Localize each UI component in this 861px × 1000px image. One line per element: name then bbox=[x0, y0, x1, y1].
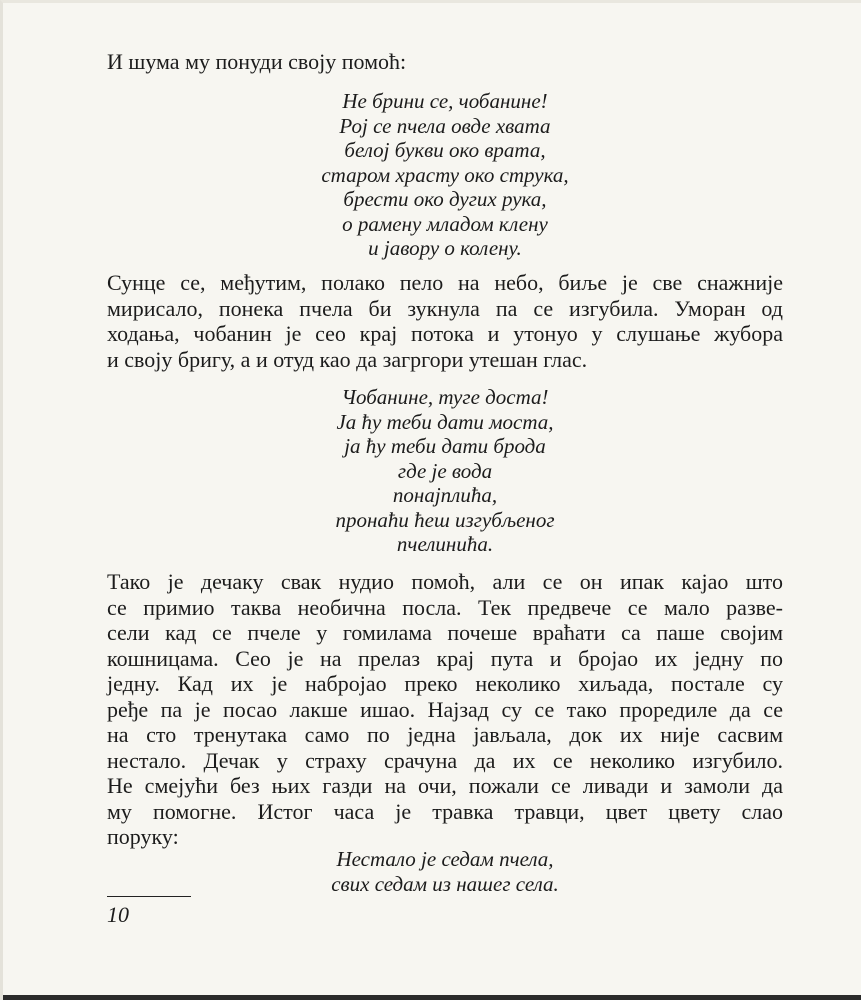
verse-line: понајплића, bbox=[392, 483, 498, 507]
paragraph-line: Не смејући без њих газди на очи, пожали се ливади и замоли да bbox=[107, 773, 783, 798]
verse-line: пчелинића. bbox=[396, 532, 494, 556]
paragraph-line: сели кад се пчеле у гомилама почеше враћати са паше својим bbox=[107, 620, 783, 645]
verse-line: Нестало је седам пчела, bbox=[336, 847, 554, 871]
intro-line bbox=[107, 49, 783, 75]
verse-stream bbox=[107, 385, 783, 557]
paragraph-line: Тако је дечаку свак нудио помоћ, али се он ипак кајао што bbox=[107, 569, 783, 594]
verse-line: ја ћу теби дати брода bbox=[344, 434, 546, 458]
paragraph-line: Сунце се, међутим, полако пело на небо, биље је све снажније bbox=[107, 270, 783, 295]
page-number: 10 bbox=[107, 902, 129, 927]
verse-line: Ја ћу теби дати моста, bbox=[336, 409, 554, 434]
paragraph-line: ходања, чобанин је сео крај потока и утонуо у слушање жубора bbox=[107, 321, 783, 346]
verse-line: пронаћи ћеш изгубљеног bbox=[335, 507, 555, 532]
paragraph-line: кошницама. Сео је на прелаз крај пута и бројао их једну по bbox=[107, 645, 783, 671]
intro-text: И шума му понуди своју помоћ: bbox=[107, 49, 407, 74]
paragraph-sun bbox=[107, 270, 783, 372]
verse-line: белој букви око врата, bbox=[344, 138, 546, 162]
paragraph-line: једну. Кад их је набројао преко неколико хиљада, постале су bbox=[107, 671, 783, 696]
verse-forest bbox=[107, 89, 783, 261]
verse-line: Не брини се, чобанине! bbox=[342, 89, 548, 113]
paragraph-line: ређе па је посао лакше ишао. Најзад су се тако проредиле да се bbox=[107, 696, 783, 722]
paragraph-line: се примио таква необична посла. Тек предвече се мало разве- bbox=[107, 594, 783, 620]
page-bottom-edge bbox=[3, 995, 861, 1000]
verse-line: Чобанине, туге доста! bbox=[341, 385, 549, 409]
footer-rule bbox=[107, 896, 191, 897]
verse-meadow bbox=[107, 847, 783, 896]
paragraph-line: поруку: bbox=[107, 824, 179, 849]
paragraph-line: и своју бригу, а и отуд као да загргори утешан глас. bbox=[107, 346, 588, 372]
verse-line: о рамену младом клену bbox=[342, 211, 548, 236]
verse-line: Рој се пчела овде хвата bbox=[339, 113, 551, 138]
paragraph-counting bbox=[107, 569, 783, 850]
paragraph-line: на сто тренутака само по једна јављала, док их није сасвим bbox=[107, 722, 783, 747]
verse-line: старом храсту око струка, bbox=[321, 162, 569, 187]
paragraph-line: му помогне. Истог часа је травка травци, цвет цвету слао bbox=[107, 798, 783, 824]
verse-line: свих седам из нашег села. bbox=[331, 871, 559, 896]
paragraph-line: нестало. Дечак у страху срачуна да их се неколико изгубило. bbox=[107, 747, 783, 773]
verse-line: и јавору о колену. bbox=[368, 236, 522, 260]
verse-line: где је вода bbox=[397, 458, 493, 483]
paragraph-line: мирисало, понека пчела би зукнула па се изгубила. Уморан од bbox=[107, 295, 783, 321]
verse-line: брести око дугих рука, bbox=[343, 187, 547, 211]
